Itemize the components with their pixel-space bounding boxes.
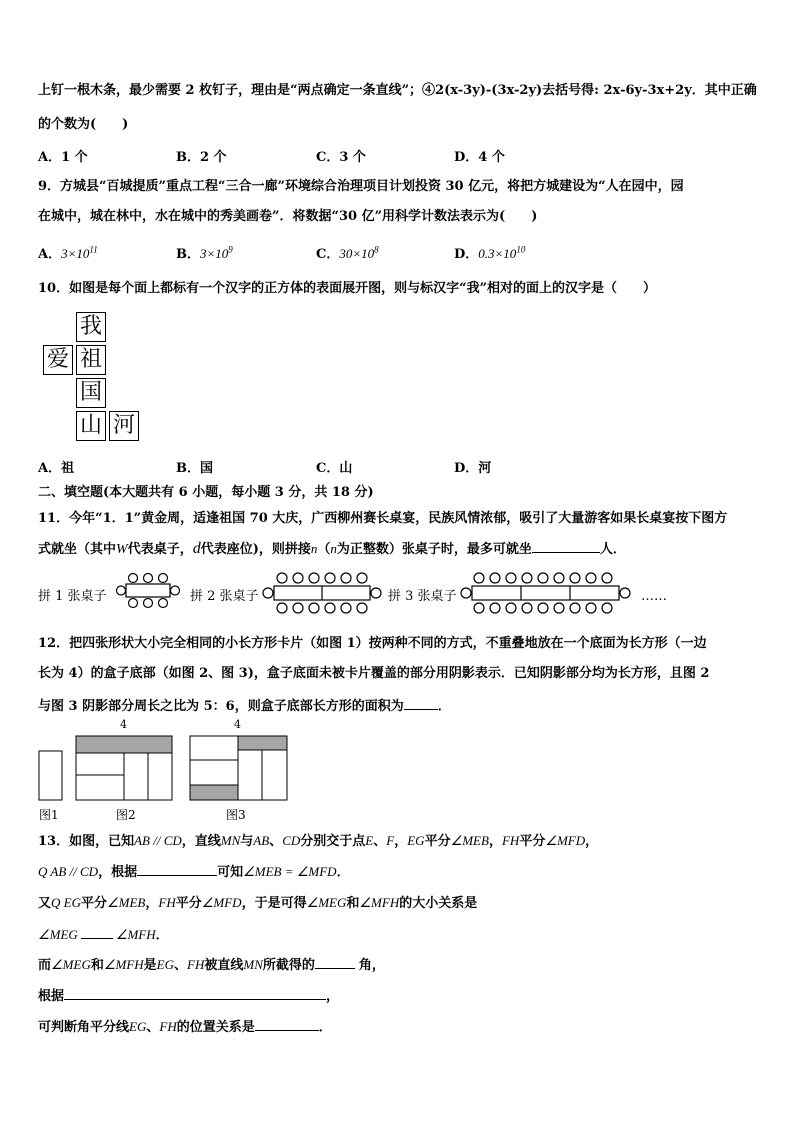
long-table-figure <box>0 570 794 620</box>
q13-line7: 可判断角平分线EG、FH的位置关系是 ． <box>38 1019 332 1035</box>
seat <box>129 599 138 608</box>
seat <box>586 573 596 583</box>
q8-option-c[interactable]: C．3 个 <box>316 150 366 165</box>
q9-line1: 9．方城县“百城提质”重点工程“三合一廊”环境综合治理项目计划投资 30 亿元，将把方城建设为“人在园中，园 <box>38 179 684 194</box>
seat <box>490 573 500 583</box>
q10-option-c[interactable]: C．山 <box>316 461 353 476</box>
fig3-caption: 图3 <box>226 808 246 822</box>
q13-blank-5[interactable] <box>255 1018 319 1031</box>
seat <box>620 588 630 598</box>
seat <box>341 573 351 583</box>
net-cell-guo: 国 <box>76 378 106 408</box>
seat <box>538 603 548 613</box>
seat <box>357 603 367 613</box>
q11-line2: 式就坐（其中W代表桌子，d代表座位)，则拼接n（n为正整数）张桌子时，最多可就坐 人． <box>38 540 626 557</box>
seat <box>144 574 153 583</box>
q13-blank-1[interactable] <box>137 863 217 876</box>
q10-option-b[interactable]: B．国 <box>176 461 213 476</box>
table-label-1: 拼 1 张桌子 <box>38 589 107 604</box>
seat <box>474 573 484 583</box>
table-rect <box>472 586 619 600</box>
seat <box>325 573 335 583</box>
q13-blank-4[interactable] <box>64 987 326 1000</box>
q12-line3: 与图 3 阴影部分周长之比为 5：6，则盒子底部长方形的面积为 ． <box>38 699 451 714</box>
seat <box>490 603 500 613</box>
fig1-caption: 图1 <box>39 808 59 822</box>
q9-option-d[interactable]: D．$0.3\times 10^{10}$ <box>454 244 526 262</box>
q9-option-b[interactable]: B．$3\times 10^9$ <box>176 244 233 262</box>
q10-options <box>38 457 758 475</box>
seat <box>474 603 484 613</box>
seat <box>293 573 303 583</box>
seat <box>538 573 548 583</box>
seat <box>309 603 319 613</box>
fig3-shade-top <box>238 736 287 750</box>
table-label-3: 拼 3 张桌子 <box>388 589 457 604</box>
seat <box>341 603 351 613</box>
q13-blank-2[interactable] <box>81 926 113 939</box>
seat <box>144 599 153 608</box>
fig1-card <box>39 751 62 800</box>
q10-text: 10．如图是每个面上都标有一个汉字的正方体的表面展开图，则与标汉字“我”相对的面上的汉字是（ ） <box>38 281 657 296</box>
q10-option-a[interactable]: A．祖 <box>38 461 75 476</box>
q13-blank-3[interactable] <box>315 956 355 969</box>
seat <box>277 603 287 613</box>
seat <box>325 603 335 613</box>
q8-options <box>38 146 758 164</box>
q9-line2: 在城中，城在林中，水在城中的秀美画卷”．将数据“30 亿”用科学计数法表示为( ) <box>38 209 538 224</box>
seat <box>129 574 138 583</box>
table-rect <box>126 584 170 597</box>
fig3-shade-bottom <box>190 785 238 800</box>
q9-options <box>38 243 758 261</box>
seat <box>293 603 303 613</box>
ellipsis: …… <box>641 589 667 604</box>
q11-answer-blank[interactable] <box>532 540 600 553</box>
seat <box>309 573 319 583</box>
section-title: 二、填空题(本大题共有 6 小题，每小题 3 分，共 18 分) <box>38 485 374 500</box>
q13-line6: 根据 ， <box>38 989 340 1004</box>
seat <box>522 603 532 613</box>
seat <box>570 603 580 613</box>
seat <box>159 574 168 583</box>
q9-option-c[interactable]: C．$30\times 10^8$ <box>316 244 379 262</box>
seat <box>277 573 287 583</box>
q13-line2: Q AB // CD，根据 可知∠MEB = ∠MFD． <box>38 864 350 880</box>
net-cell-shan: 山 <box>76 411 106 441</box>
seat <box>554 603 564 613</box>
seat <box>263 588 273 598</box>
seat <box>371 588 381 598</box>
q8-line2: 的个数为( ) <box>38 117 129 132</box>
net-cell-wo: 我 <box>76 312 106 342</box>
seat <box>117 586 126 595</box>
seat <box>602 573 612 583</box>
seat <box>171 586 180 595</box>
q12-line1: 12．把四张形状大小完全相同的小长方形卡片（如图 1）按两种不同的方式，不重叠地放在一个底面为长方形（一边 <box>38 636 707 651</box>
q9-option-a[interactable]: A．$3\times 10^{11}$ <box>38 244 98 262</box>
q13-line1: 13．如图，已知AB // CD，直线MN与AB、CD分别交于点E、F，EG平分∠MEB，FH平分∠MFD， <box>38 833 599 849</box>
rectangle-cards-figure <box>0 716 320 806</box>
q10-option-d[interactable]: D．河 <box>454 461 492 476</box>
q13-line3: 又Q EG平分∠MEB，FH平分∠MFD，于是可得∠MEG和∠MFH的大小关系是 <box>38 895 478 911</box>
q8-option-b[interactable]: B．2 个 <box>176 150 227 165</box>
fig2-dim-label: 4 <box>120 718 127 731</box>
seat <box>554 573 564 583</box>
q8-option-a[interactable]: A．1 个 <box>38 150 88 165</box>
q13-line5: 而∠MEG和∠MFH是EG、FH被直线MN所截得的 角， <box>38 957 385 973</box>
seat <box>506 603 516 613</box>
fig2-caption: 图2 <box>116 808 136 822</box>
q11-line1: 11．今年“1．1”黄金周，适逢祖国 70 大庆，广西柳州赛长桌宴，民族风情浓郁，吸引了大量游客如果长桌宴按下图方 <box>38 511 728 526</box>
q12-line2: 长为 4）的盒子底部（如图 2、图 3)，盒子底面未被卡片覆盖的部分用阴影表示．已知阴影部分均为长方形，且图 2 <box>38 666 710 681</box>
seat <box>586 603 596 613</box>
seat <box>357 573 367 583</box>
seat <box>570 573 580 583</box>
net-cell-he: 河 <box>109 411 139 441</box>
net-cell-ai: 爱 <box>43 345 73 375</box>
fig3-dim-label: 4 <box>234 718 241 731</box>
seat <box>159 599 168 608</box>
seat <box>506 573 516 583</box>
seat <box>461 588 471 598</box>
q8-option-d[interactable]: D．4 个 <box>454 150 505 165</box>
q8-line1: 上钉一根木条，最少需要 2 枚钉子，理由是“两点确定一条直线”；④2(x-3y)-(3x-2y)去括号得: 2x-6y-3x+2y．其中正确 <box>38 83 757 98</box>
seat <box>602 603 612 613</box>
q12-answer-blank[interactable] <box>404 697 438 710</box>
q13-line4: ∠MEG ∠MFH． <box>38 927 169 943</box>
table-label-2: 拼 2 张桌子 <box>190 589 259 604</box>
net-cell-zu: 祖 <box>76 345 106 375</box>
fig2-shade <box>76 736 172 753</box>
seat <box>522 573 532 583</box>
